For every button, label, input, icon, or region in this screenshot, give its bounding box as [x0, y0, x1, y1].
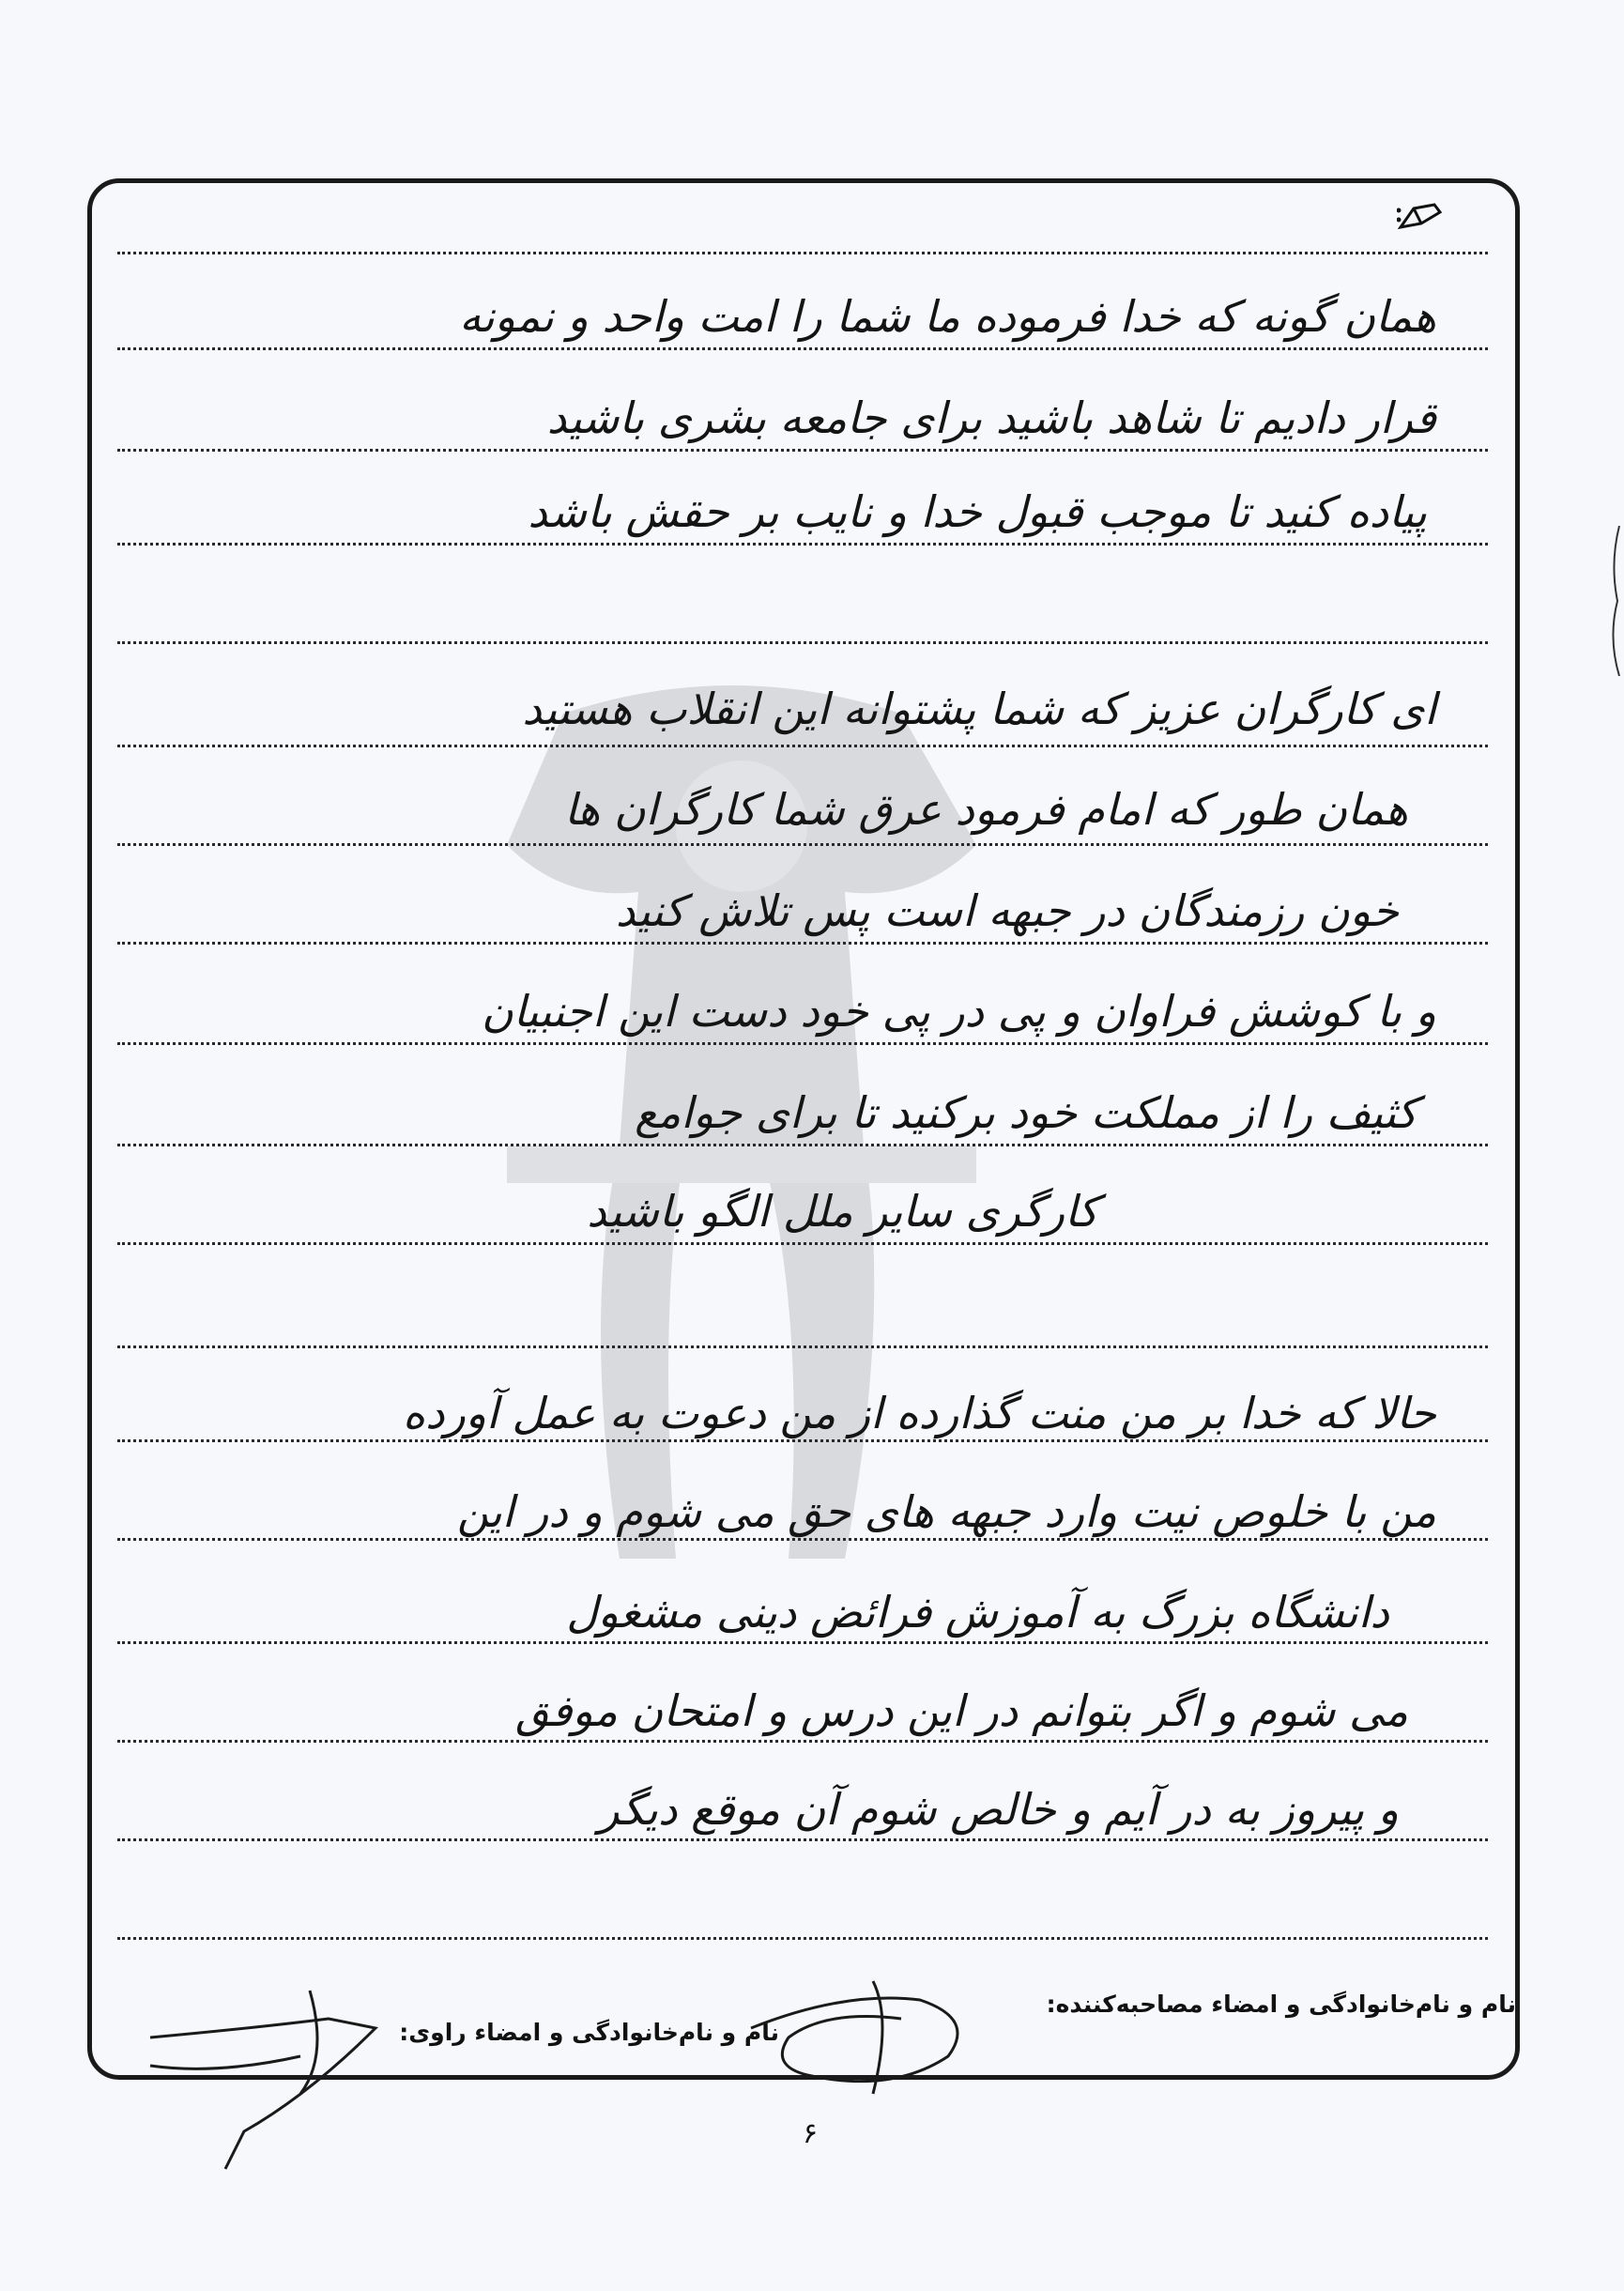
page-number: ۶ — [803, 2117, 819, 2150]
interviewer-signature — [732, 1962, 1042, 2103]
ruled-line — [117, 1439, 1488, 1442]
handwritten-line: قرار دادیم تا شاهد باشید برای جامعه بشری باشید — [546, 392, 1436, 443]
ruled-line — [117, 1538, 1488, 1541]
ruled-line — [117, 745, 1488, 747]
handwritten-line: کثیف را از مملکت خود برکنید تا برای جوامع — [635, 1087, 1417, 1138]
ruled-line — [117, 1042, 1488, 1045]
handwritten-line: دانشگاه بزرگ به آموزش فرائض دینی مشغول — [566, 1587, 1389, 1638]
handwritten-line: و پیروز به در آیم و خالص شوم آن موقع دیگر — [598, 1784, 1399, 1835]
handwritten-line: خون رزمندگان در جبهه است پس تلاش کنید — [615, 885, 1399, 936]
handwritten-line: و با کوشش فراوان و پی در پی خود دست این اجنبیان — [482, 986, 1436, 1037]
ruled-line — [117, 843, 1488, 846]
handwritten-line: می شوم و اگر بتوانم در این درس و امتحان موفق — [515, 1685, 1408, 1736]
ruled-line — [117, 1242, 1488, 1245]
handwritten-line: من با خلوص نیت وارد جبهه های حق می شوم و در این — [456, 1486, 1436, 1537]
ruled-line — [117, 641, 1488, 644]
pen-writing-icon — [1397, 199, 1444, 233]
ruled-line — [117, 942, 1488, 945]
handwritten-line: حالا که خدا بر من منت گذارده از من دعوت به عمل آورده — [402, 1388, 1436, 1438]
ruled-line — [117, 1144, 1488, 1146]
interviewer-signature-label: نام و نام‌خانوادگی و امضاء مصاحبه‌کننده: — [1046, 1991, 1516, 2018]
handwritten-line: پیاده کنید تا موجب قبول خدا و نایب بر حقش باشد — [528, 486, 1427, 537]
ruled-line — [117, 543, 1488, 546]
ruled-line — [117, 1740, 1488, 1743]
ruled-line — [117, 1345, 1488, 1348]
handwritten-line: همان گونه که خدا فرموده ما شما را امت واحد و نمونه — [459, 291, 1436, 342]
ruled-line — [117, 252, 1488, 254]
ruled-line — [117, 449, 1488, 452]
ruled-line — [117, 1937, 1488, 1940]
narrator-signature-label: نام و نام‌خانوادگی و امضاء راوی: — [399, 2019, 779, 2046]
ruled-line — [117, 347, 1488, 350]
handwritten-line: همان طور که امام فرمود عرق شما کارگران ها — [564, 784, 1408, 835]
ruled-line — [117, 1641, 1488, 1644]
narrator-signature — [141, 1981, 451, 2178]
ruled-line — [117, 1838, 1488, 1841]
handwritten-line: کارگری سایر ملل الگو باشید — [587, 1186, 1098, 1237]
handwritten-line: ای کارگران عزیز که شما پشتوانه این انقلاب هستید — [522, 684, 1436, 734]
edge-scan-mark — [1601, 526, 1624, 676]
